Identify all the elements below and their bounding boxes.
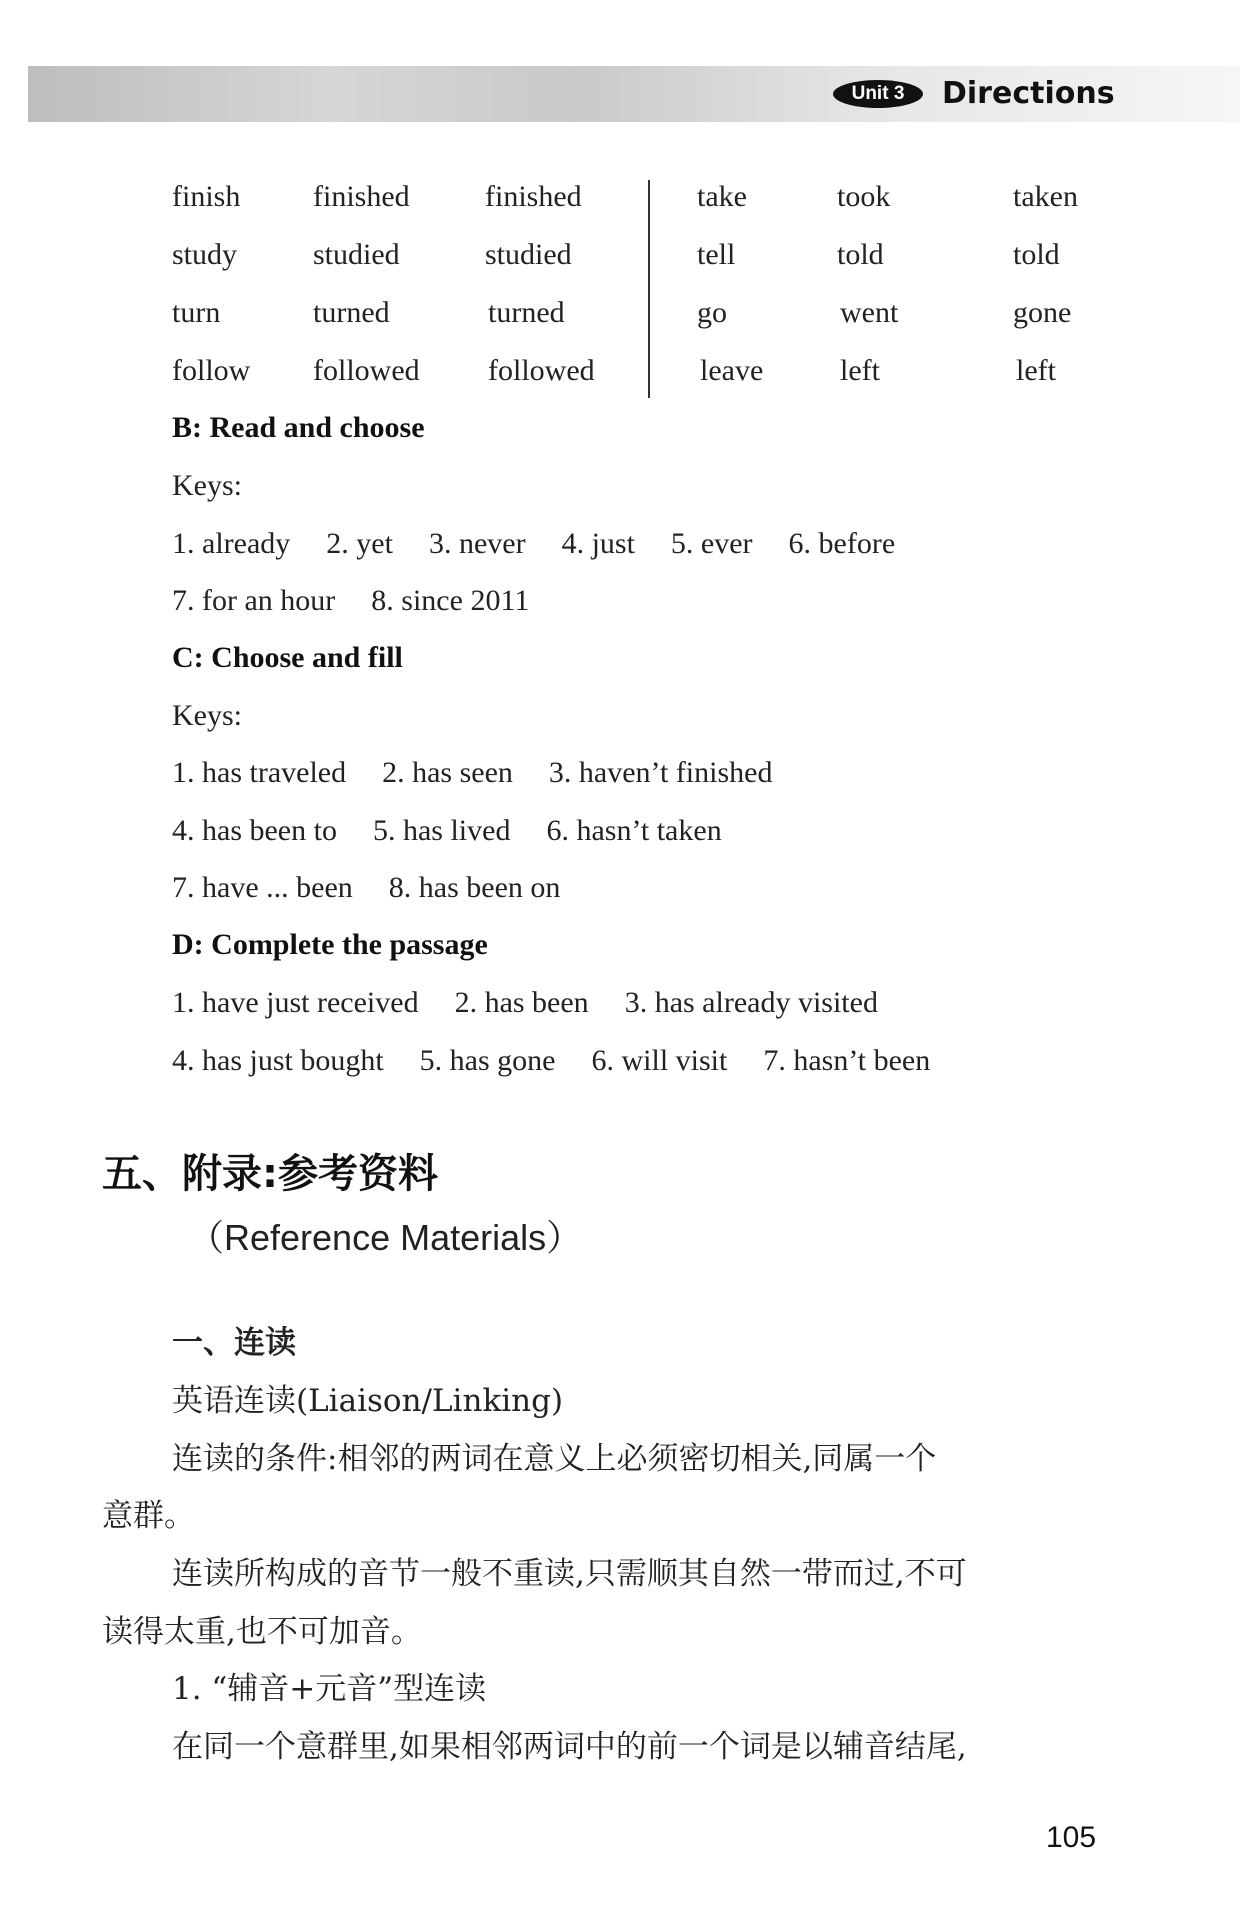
answer: 7. for an hour — [172, 584, 336, 617]
verb-participle: followed — [488, 354, 595, 387]
verb-participle: turned — [488, 296, 565, 329]
verb-past: took — [837, 180, 891, 213]
answer: 4. just — [561, 527, 635, 560]
verb-participle: finished — [485, 180, 582, 213]
answer: 6. before — [788, 527, 896, 560]
verb-past: left — [840, 354, 880, 387]
appendix-subheading: （Reference Materials） — [188, 1217, 583, 1258]
verb-participle: gone — [1013, 296, 1072, 329]
answer: 6. will visit — [591, 1044, 728, 1077]
answer: 8. has been on — [388, 871, 561, 904]
verb-participle: studied — [485, 238, 572, 271]
answer: 3. haven’t finished — [548, 756, 773, 789]
verb-past: went — [840, 296, 899, 329]
verb-base: go — [697, 296, 727, 329]
verb-past: followed — [313, 354, 420, 387]
answer: 6. hasn’t taken — [546, 814, 722, 847]
verb-base: finish — [172, 180, 241, 213]
section-b-heading: B: Read and choose — [172, 411, 425, 444]
verb-base: study — [172, 238, 238, 271]
verb-past: studied — [313, 238, 400, 271]
page-number: 105 — [1046, 1821, 1097, 1854]
table-divider — [648, 180, 650, 398]
list-item: 1. “辅音+元音”型连读 — [172, 1671, 487, 1707]
liaison-heading: 一、连读 — [172, 1325, 296, 1361]
answer: 1. have just received — [172, 986, 419, 1019]
unit-badge: Unit 3 — [833, 80, 923, 108]
paragraph-line: 在同一个意群里,如果相邻两词中的前一个词是以辅音结尾, — [172, 1729, 967, 1765]
section-c-keys-label: Keys: — [172, 699, 242, 732]
verb-base: leave — [700, 354, 764, 387]
section-c-heading: C: Choose and fill — [172, 641, 403, 674]
answer: 2. has seen — [382, 756, 513, 789]
verb-participle: told — [1013, 238, 1060, 271]
answer: 1. has traveled — [172, 756, 347, 789]
answer: 4. has been to — [172, 814, 337, 847]
section-b-keys-row — [172, 581, 565, 621]
paragraph-line: 读得太重,也不可加音。 — [102, 1614, 422, 1650]
paragraph-line: 连读所构成的音节一般不重读,只需顺其自然一带而过,不可 — [172, 1556, 967, 1592]
paragraph-line: 连读的条件:相邻的两词在意义上必须密切相关,同属一个 — [172, 1441, 937, 1477]
verb-base: follow — [172, 354, 251, 387]
answer: 1. already — [172, 527, 291, 560]
verb-participle: taken — [1013, 180, 1078, 213]
section-d-keys-row — [172, 1041, 966, 1081]
answer: 3. has already visited — [624, 986, 878, 1019]
answer: 8. since 2011 — [371, 584, 530, 617]
unit-title: Directions — [942, 76, 1115, 111]
verb-base: tell — [697, 238, 736, 271]
answer: 5. has lived — [372, 814, 511, 847]
section-b-keys-row — [172, 524, 931, 564]
section-d-keys-row — [172, 983, 914, 1023]
verb-participle: left — [1016, 354, 1056, 387]
section-c-keys-row — [172, 811, 758, 851]
answer: 2. has been — [454, 986, 589, 1019]
verb-base: turn — [172, 296, 221, 329]
section-c-keys-row — [172, 868, 596, 908]
answer: 5. ever — [670, 527, 753, 560]
verb-past: finished — [313, 180, 410, 213]
verb-base: take — [697, 180, 747, 213]
section-c-keys-row — [172, 753, 808, 793]
verb-past: told — [837, 238, 884, 271]
answer: 7. hasn’t been — [763, 1044, 931, 1077]
appendix-heading: 五、附录:参考资料 — [102, 1151, 438, 1197]
liaison-title: 英语连读(Liaison/Linking) — [172, 1383, 564, 1419]
paragraph-line: 意群。 — [102, 1498, 195, 1534]
answer: 4. has just bought — [172, 1044, 384, 1077]
section-d-heading: D: Complete the passage — [172, 928, 488, 961]
verb-past: turned — [313, 296, 390, 329]
answer: 2. yet — [326, 527, 393, 560]
section-b-keys-label: Keys: — [172, 469, 242, 502]
answer: 3. never — [428, 527, 526, 560]
answer: 5. has gone — [419, 1044, 556, 1077]
answer: 7. have ... been — [172, 871, 353, 904]
